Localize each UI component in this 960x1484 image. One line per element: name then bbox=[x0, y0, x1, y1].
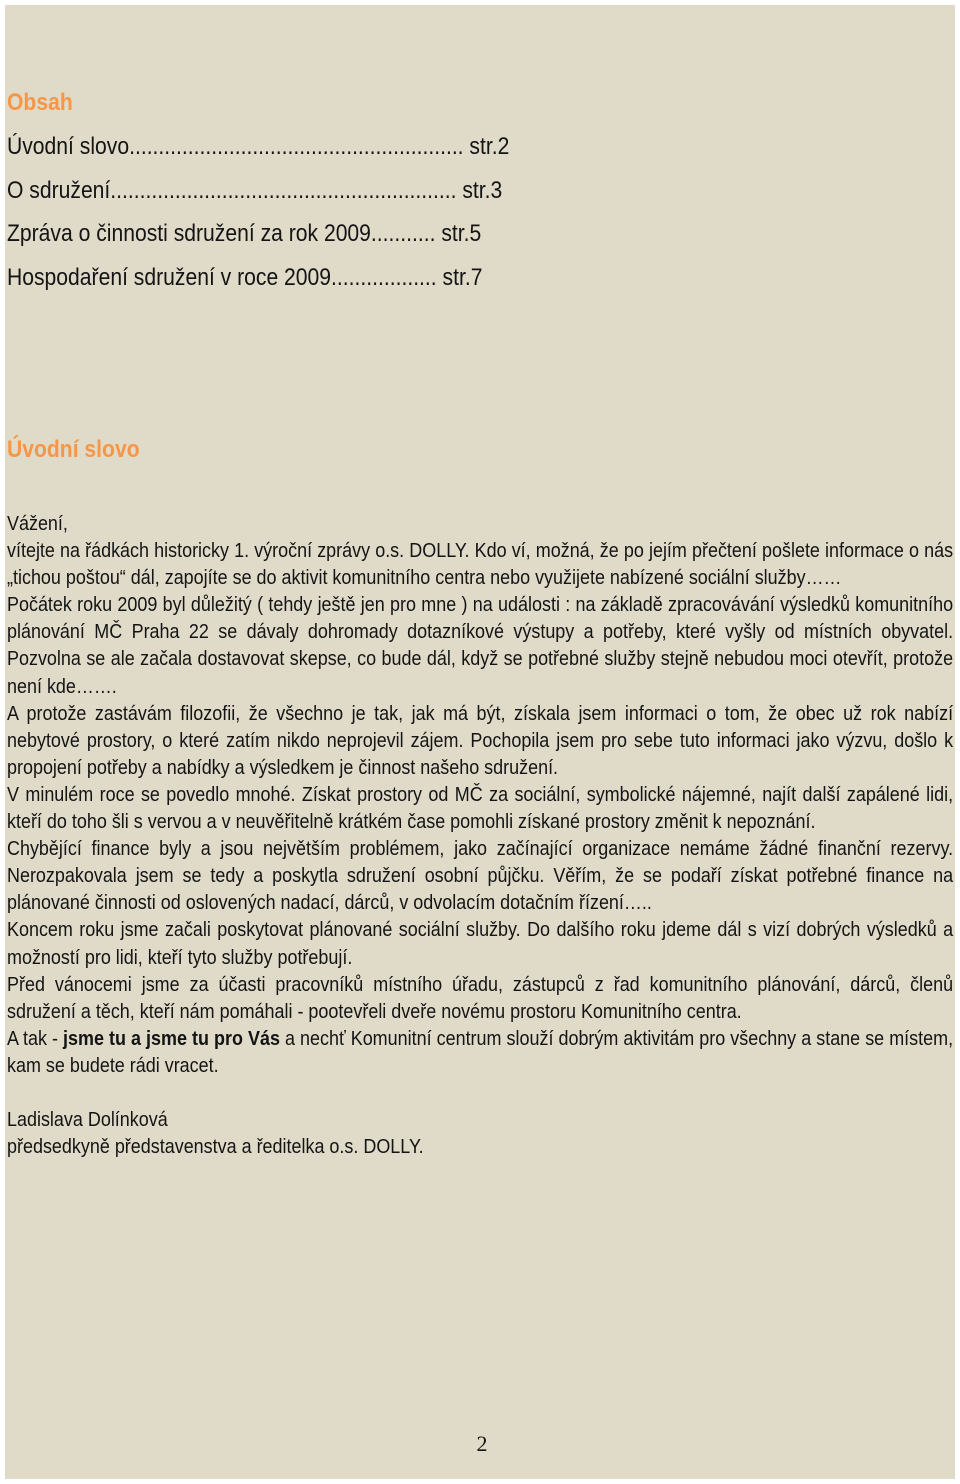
closing-end: a nechť Komunitní centrum slouží dobrým aktivitám pro všechny a stane se místem, kam se budete rádi vracet. bbox=[7, 1026, 954, 1077]
closing-paragraph bbox=[7, 1025, 953, 1079]
paragraph: Před vánocemi jsme za účasti pracovníků místního úřadu, zástupců z řad komunitního plánování, dárců, členů sdružení a těch, kteří nám pomáhali - pootevřeli dveře novému prostoru Komunitního centra. bbox=[7, 972, 954, 1023]
greeting: Vážení, bbox=[7, 512, 68, 535]
table-of-contents bbox=[7, 132, 578, 306]
document-page bbox=[5, 5, 955, 1479]
toc-item: Zpráva o činnosti sdružení za rok 2009........... str.5 bbox=[7, 220, 482, 247]
closing-start: A tak - bbox=[7, 1026, 64, 1050]
toc-item: O sdružení........................................................... str.3 bbox=[7, 176, 503, 204]
section-heading: Úvodní slovo bbox=[7, 436, 140, 463]
paragraph: Chybějící finance byly a jsou největším problémem, jako začínající organizace nemáme žádné finanční rezervy. Nerozpakovala jsem se tedy a poskytla sdružení osobní půjčku. Věřím, že se podaří získat potřebné finance na plánované činnosti od oslovených nadací, dárců, v odvolacím dotačním řízení….. bbox=[7, 837, 954, 915]
toc-item: Úvodní slovo......................................................... str.2 bbox=[7, 133, 510, 160]
spacer bbox=[7, 1079, 953, 1106]
paragraph: A protože zastávám filozofii, že všechno je tak, jak má být, získala jsem informaci o tom, že obec už rok nabízí nebytové prostory, o které zatím nikdo neprojevil zájem. Pochopila jsem pro sebe tuto informaci jako výzvu, došlo k propojení potřeby a nabídky a výsledkem je činnost našeho sdružení. bbox=[7, 701, 954, 779]
toc-heading: Obsah bbox=[7, 89, 73, 116]
toc-item: Hospodaření sdružení v roce 2009.................. str.7 bbox=[7, 263, 483, 291]
signature-name: Ladislava Dolínková bbox=[7, 1108, 168, 1132]
page-number: 2 bbox=[476, 1431, 488, 1456]
paragraph: vítejte na řádkách historicky 1. výroční zprávy o.s. DOLLY. Kdo ví, možná, že po jejím přečtení pošlete informace o nás „tichou poštou“ dál, zapojíte se do aktivit komunitního centra nebo využijete nabízené sociální služby…… bbox=[7, 539, 954, 590]
paragraph: Koncem roku jsme začali poskytovat plánované sociální služby. Do dalšího roku jdeme dál s vizí dobrých výsledků a možností pro lidi, kteří tyto služby potřebují. bbox=[7, 918, 954, 969]
signature-role: předsedkyně představenstva a ředitelka o.s. DOLLY. bbox=[7, 1135, 424, 1159]
paragraph: Počátek roku 2009 byl důležitý ( tehdy ještě jen pro mne ) na události : na základě zpracovávání výsledků komunitního plánování MČ Praha 22 se dávaly dohromady dotazníkové výstupy a potřeby, které vyšly od místních obyvatel. Pozvolna se ale začala dostavovat skepse, co bude dál, když se potřebné služby stejně nebudou moci otevřít, protože není kde……. bbox=[7, 593, 954, 698]
paragraph: V minulém roce se povedlo mnohé. Získat prostory od MČ za sociální, symbolické nájemné, najít další zapálené lidi, kteří do toho šli s vervou a v neuvěřitelně krátkém čase pomohli získané prostory změnit k nepoznání. bbox=[7, 782, 954, 834]
intro-body bbox=[7, 510, 953, 1160]
closing-emphasis: jsme tu a jsme tu pro Vás bbox=[63, 1026, 280, 1050]
